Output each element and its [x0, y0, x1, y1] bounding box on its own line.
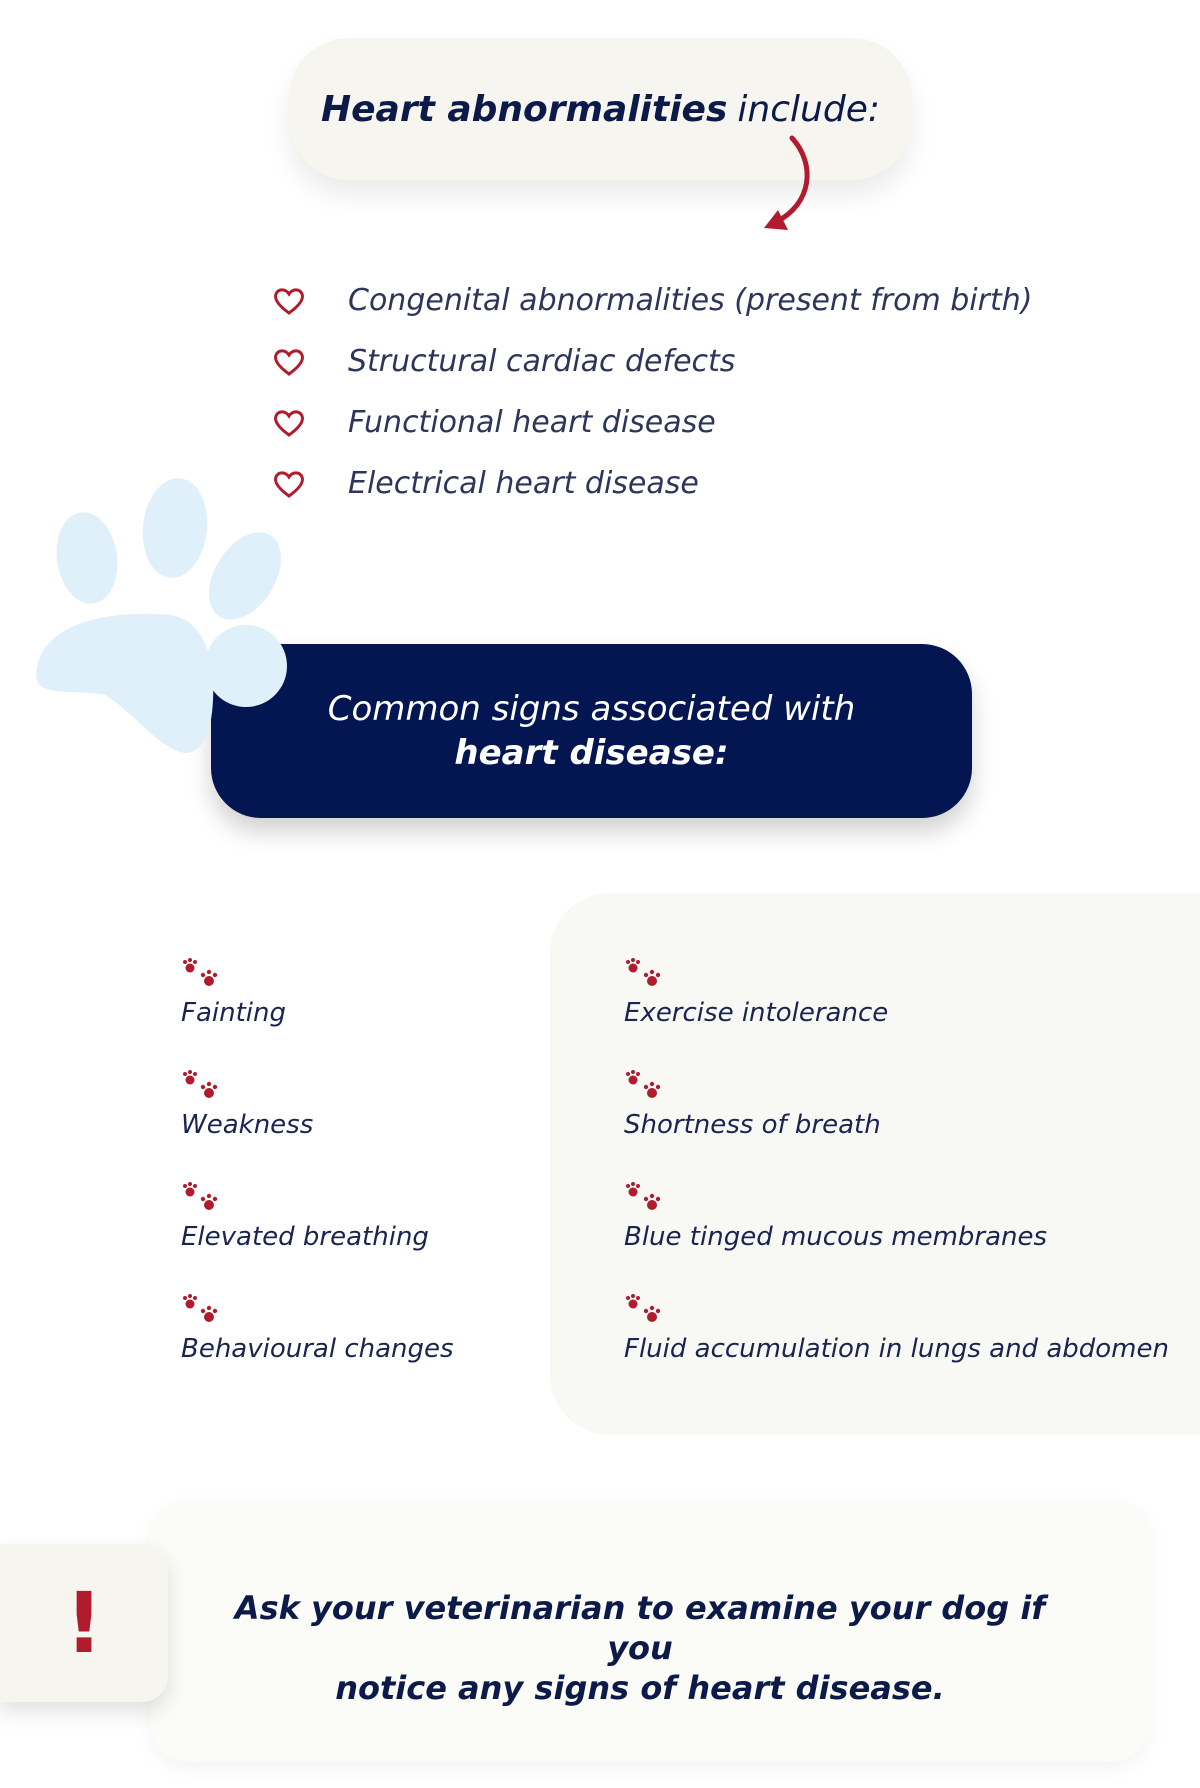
list-item — [272, 392, 1032, 453]
heading-bold: Heart abnormalities — [321, 88, 728, 130]
heart-outline-icon — [272, 345, 306, 379]
signs-heading-box — [211, 644, 972, 818]
list-item — [624, 1182, 1047, 1252]
vet-callout-text — [210, 1588, 1070, 1708]
vet-callout-line2: notice any signs of heart disease. — [335, 1669, 945, 1707]
sign-label: Fluid accumulation in lungs and abdomen — [624, 1334, 1169, 1364]
paw-prints-icon — [624, 958, 666, 990]
signs-heading-line1: Common signs associated with — [327, 689, 856, 729]
list-item — [624, 958, 888, 1028]
abnormality-label: Structural cardiac defects — [348, 344, 736, 379]
paw-prints-icon — [181, 1182, 223, 1214]
signs-heading-line2: heart disease: — [454, 733, 729, 773]
abnormality-label: Electrical heart disease — [348, 466, 699, 501]
sign-label: Exercise intolerance — [624, 998, 889, 1028]
list-item — [272, 331, 1032, 392]
list-item — [272, 270, 1032, 331]
list-item — [181, 1182, 429, 1252]
vet-callout-line1: Ask your veterinarian to examine your dog if you — [234, 1589, 1046, 1667]
sign-label: Shortness of breath — [624, 1110, 881, 1140]
sign-label: Behavioural changes — [181, 1334, 454, 1364]
heart-outline-icon — [272, 284, 306, 318]
sign-label: Fainting — [181, 998, 286, 1028]
sign-label: Blue tinged mucous membranes — [624, 1222, 1048, 1252]
list-item — [181, 1070, 313, 1140]
heart-abnormalities-heading — [289, 38, 912, 180]
paw-prints-icon — [181, 1070, 223, 1102]
list-item — [624, 1070, 881, 1140]
abnormality-label: Congenital abnormalities (present from birth) — [348, 283, 1033, 318]
sign-label: Weakness — [181, 1110, 314, 1140]
abnormality-label: Functional heart disease — [348, 405, 716, 440]
heading-rest: include: — [737, 88, 880, 130]
paw-print-icon — [25, 470, 295, 760]
paw-prints-icon — [624, 1070, 666, 1102]
heart-outline-icon — [272, 406, 306, 440]
list-item — [181, 958, 286, 1028]
list-item — [624, 1294, 1169, 1364]
alert-box — [0, 1544, 168, 1702]
abnormalities-list — [272, 270, 1032, 514]
sign-label: Elevated breathing — [181, 1222, 429, 1252]
exclamation-icon: ! — [64, 1574, 104, 1672]
list-item — [272, 453, 1032, 514]
paw-prints-icon — [624, 1182, 666, 1214]
paw-prints-icon — [624, 1294, 666, 1326]
list-item — [181, 1294, 454, 1364]
paw-prints-icon — [181, 1294, 223, 1326]
curved-arrow-icon — [758, 134, 818, 234]
paw-prints-icon — [181, 958, 223, 990]
